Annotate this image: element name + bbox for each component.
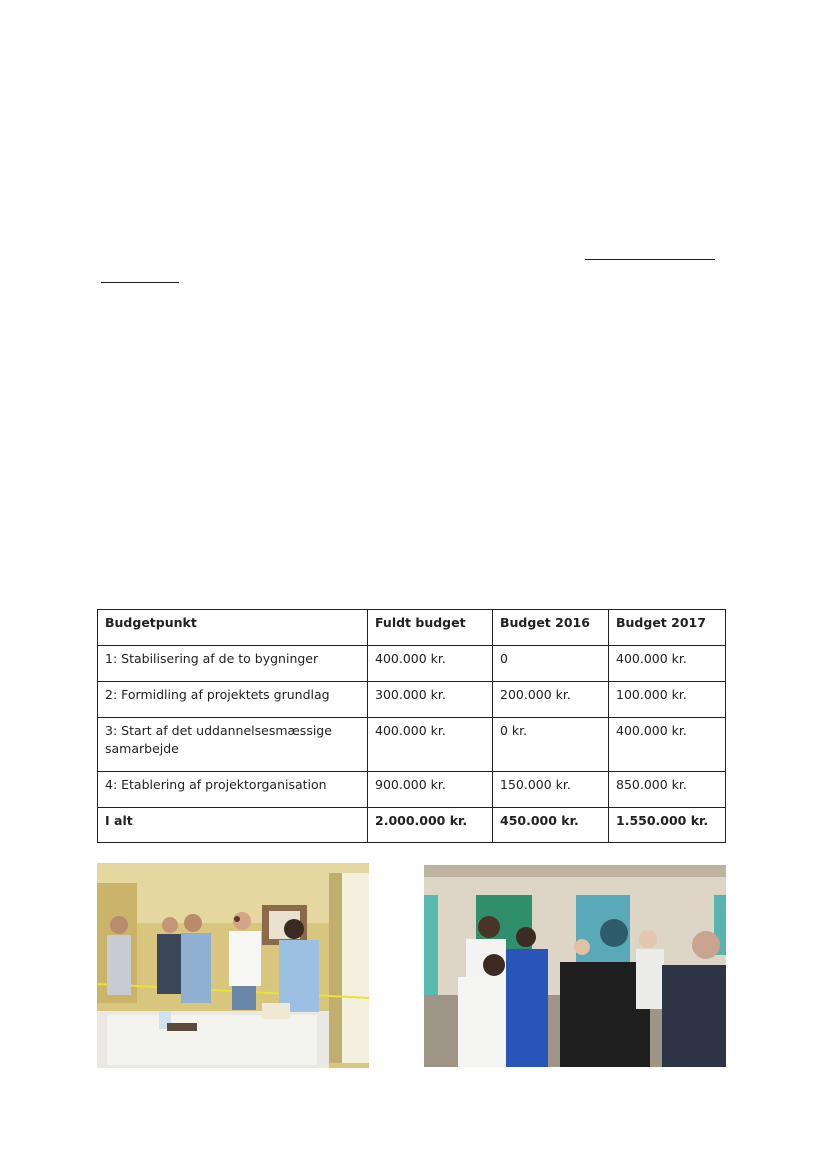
row-label: 4: Etablering af projektorganisation <box>98 772 368 808</box>
cell-full: 400.000 kr. <box>368 646 493 682</box>
budget-table <box>97 609 726 843</box>
table-row <box>98 646 726 682</box>
cell-full: 400.000 kr. <box>368 718 493 772</box>
row-label: 1: Stabilisering af de to bygninger <box>98 646 368 682</box>
hyperlink-underline-continued[interactable] <box>101 282 179 283</box>
header-fuldt-budget: Fuldt budget <box>368 610 493 646</box>
row-label: 2: Formidling af projektets grundlag <box>98 682 368 718</box>
group-meeting-courtyard-photo <box>424 865 726 1067</box>
table-row <box>98 718 726 772</box>
cell-2017: 400.000 kr. <box>609 646 726 682</box>
table-total-row <box>98 808 726 843</box>
total-label: I alt <box>98 808 368 843</box>
group-meeting-indoors-photo <box>97 863 369 1068</box>
total-2016: 450.000 kr. <box>493 808 609 843</box>
cell-2017: 400.000 kr. <box>609 718 726 772</box>
cell-full: 900.000 kr. <box>368 772 493 808</box>
cell-full: 300.000 kr. <box>368 682 493 718</box>
table-row <box>98 772 726 808</box>
header-budgetpunkt: Budgetpunkt <box>98 610 368 646</box>
cell-2016: 150.000 kr. <box>493 772 609 808</box>
hyperlink-underline[interactable] <box>585 259 715 260</box>
total-2017: 1.550.000 kr. <box>609 808 726 843</box>
cell-2016: 200.000 kr. <box>493 682 609 718</box>
cell-2016: 0 kr. <box>493 718 609 772</box>
header-budget-2017: Budget 2017 <box>609 610 726 646</box>
table-header-row <box>98 610 726 646</box>
table-row <box>98 682 726 718</box>
row-label: 3: Start af det uddannelsesmæssige samarbejde <box>98 718 368 772</box>
cell-2017: 100.000 kr. <box>609 682 726 718</box>
total-full: 2.000.000 kr. <box>368 808 493 843</box>
cell-2016: 0 <box>493 646 609 682</box>
cell-2017: 850.000 kr. <box>609 772 726 808</box>
header-budget-2016: Budget 2016 <box>493 610 609 646</box>
